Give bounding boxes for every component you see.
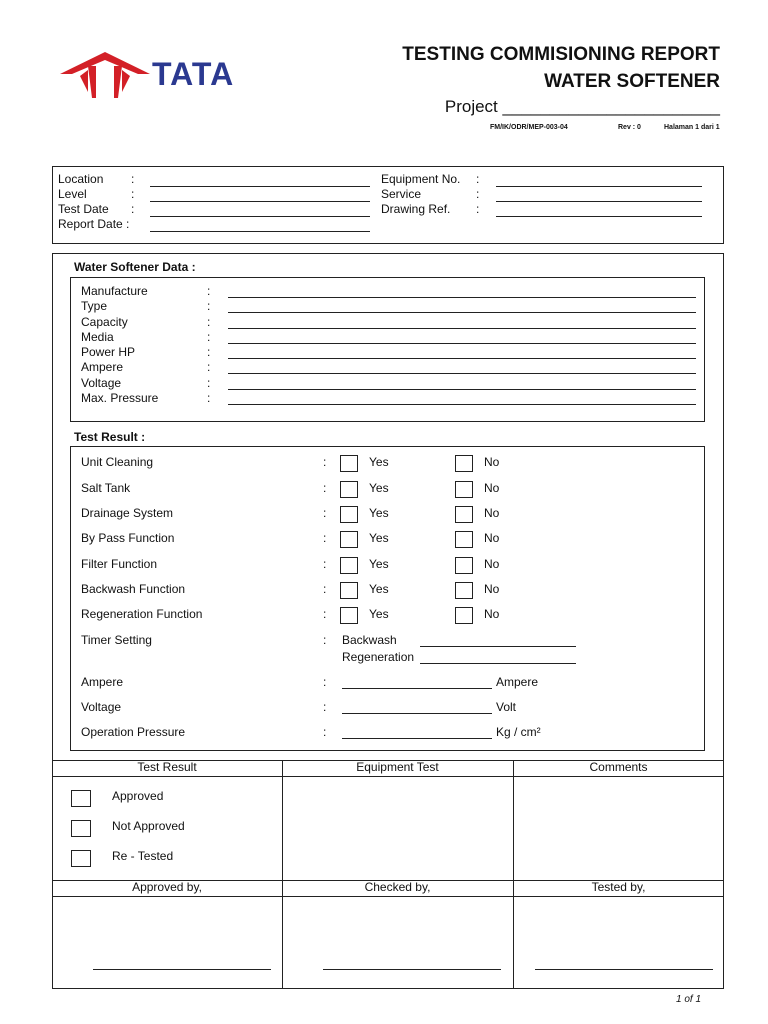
check-no-label: No [484, 607, 500, 621]
company-logo [60, 52, 260, 102]
tested-by-signature-line[interactable] [535, 969, 713, 970]
check-yes-label: Yes [369, 582, 389, 596]
softener-field-sep: : [207, 299, 211, 313]
softener-field-label: Max. Pressure [81, 391, 159, 405]
revision: Rev : 0 [618, 124, 641, 131]
measure-unit: Ampere [496, 675, 539, 689]
info-level-field[interactable] [150, 201, 370, 202]
measure-unit: Volt [496, 700, 517, 714]
re-tested-checkbox[interactable] [71, 850, 91, 867]
softener-field-label: Media [81, 330, 114, 344]
result-table-div1 [282, 760, 283, 989]
info-test-date-label: Test Date [58, 202, 109, 216]
check-label: Backwash Function [81, 582, 186, 596]
approved-checkbox[interactable] [71, 790, 91, 807]
measure-sep: : [323, 675, 327, 689]
tata-logo-icon [60, 52, 150, 100]
measure-label: Ampere [81, 675, 124, 689]
softener-field-input[interactable] [228, 404, 696, 405]
signature-header-line [52, 896, 724, 897]
info-test-date-field[interactable] [150, 216, 370, 217]
softener-field-sep: : [207, 330, 211, 344]
check-yes-label: Yes [369, 531, 389, 545]
re-tested-label: Re - Tested [112, 849, 174, 863]
timer-sep: : [323, 633, 327, 647]
check-yes-checkbox[interactable] [340, 481, 358, 498]
logo-text: TATA [152, 56, 235, 92]
check-yes-label: Yes [369, 557, 389, 571]
checked-by-signature-line[interactable] [323, 969, 501, 970]
approved-by-signature-line[interactable] [93, 969, 271, 970]
project-line [445, 97, 720, 117]
softener-field-input[interactable] [228, 373, 696, 374]
test-title: Test Result : [74, 430, 146, 444]
check-label: Regeneration Function [81, 607, 203, 621]
check-no-label: No [484, 557, 500, 571]
check-yes-label: Yes [369, 506, 389, 520]
softener-field-label: Manufacture [81, 284, 148, 298]
softener-field-input[interactable] [228, 297, 696, 298]
check-sep: : [323, 557, 327, 571]
check-sep: : [323, 481, 327, 495]
info-level-sep: : [131, 187, 135, 201]
timer-backwash-label: Backwash [342, 633, 397, 647]
softener-field-label: Voltage [81, 376, 122, 390]
check-sep: : [323, 531, 327, 545]
checked-by-header: Checked by, [364, 880, 431, 894]
info-drawing-sep: : [476, 202, 480, 216]
info-test-date-sep: : [131, 202, 135, 216]
check-no-checkbox[interactable] [455, 607, 473, 624]
timer-label: Timer Setting [81, 633, 152, 647]
softener-field-input[interactable] [228, 312, 696, 313]
check-no-label: No [484, 506, 500, 520]
softener-field-label: Capacity [81, 315, 128, 329]
info-service-field[interactable] [496, 201, 702, 202]
softener-field-sep: : [207, 315, 211, 329]
not-approved-label: Not Approved [112, 819, 185, 833]
check-yes-checkbox[interactable] [340, 607, 358, 624]
info-service-label: Service [381, 187, 422, 201]
measure-label: Operation Pressure [81, 725, 186, 739]
footer-page-number: 1 of 1 [676, 994, 702, 1005]
check-yes-checkbox[interactable] [340, 557, 358, 574]
check-no-checkbox[interactable] [455, 481, 473, 498]
check-label: Unit Cleaning [81, 455, 154, 469]
info-drawing-field[interactable] [496, 216, 702, 217]
page-info: Halaman 1 dari 1 [664, 124, 720, 131]
check-label: Drainage System [81, 506, 174, 520]
check-label: Salt Tank [81, 481, 131, 495]
check-no-label: No [484, 582, 500, 596]
info-location-field[interactable] [150, 186, 370, 187]
softener-box [70, 277, 705, 422]
report-title-line1: TESTING COMMISIONING REPORT [402, 44, 720, 65]
info-report-date-field[interactable] [150, 231, 370, 232]
info-drawing-label: Drawing Ref. [381, 202, 451, 216]
softener-field-label: Power HP [81, 345, 136, 359]
check-yes-checkbox[interactable] [340, 506, 358, 523]
check-no-label: No [484, 455, 500, 469]
approved-by-header: Approved by, [132, 880, 202, 894]
softener-field-sep: : [207, 391, 211, 405]
check-no-checkbox[interactable] [455, 531, 473, 548]
check-yes-label: Yes [369, 455, 389, 469]
softener-field-input[interactable] [228, 343, 696, 344]
header-test-result: Test Result [137, 760, 197, 774]
result-table-div2 [513, 760, 514, 989]
timer-regeneration-field[interactable] [420, 663, 576, 664]
check-no-label: No [484, 531, 500, 545]
check-yes-label: Yes [369, 481, 389, 495]
check-sep: : [323, 455, 327, 469]
measure-label: Voltage [81, 700, 122, 714]
softener-field-input[interactable] [228, 358, 696, 359]
softener-field-sep: : [207, 376, 211, 390]
info-location-sep: : [131, 172, 135, 186]
report-title-line2: WATER SOFTENER [544, 71, 720, 92]
result-table-header-line [52, 776, 724, 777]
timer-regeneration-label: Regeneration [342, 650, 415, 664]
not-approved-checkbox[interactable] [71, 820, 91, 837]
check-sep: : [323, 506, 327, 520]
info-service-sep: : [476, 187, 480, 201]
softener-field-label: Ampere [81, 360, 124, 374]
check-sep: : [323, 607, 327, 621]
softener-title: Water Softener Data : [74, 260, 196, 274]
softener-field-input[interactable] [228, 328, 696, 329]
softener-field-sep: : [207, 284, 211, 298]
measure-field[interactable] [342, 688, 492, 689]
info-location-label: Location [58, 172, 104, 186]
measure-field[interactable] [342, 738, 492, 739]
header-comments: Comments [589, 760, 648, 774]
check-yes-label: Yes [369, 607, 389, 621]
info-equipment-field[interactable] [496, 186, 702, 187]
project-label: Project [444, 97, 498, 116]
check-no-label: No [484, 481, 500, 495]
check-no-checkbox[interactable] [455, 455, 473, 472]
tested-by-header: Tested by, [591, 880, 646, 894]
measure-sep: : [323, 725, 327, 739]
softener-field-input[interactable] [228, 389, 696, 390]
check-no-checkbox[interactable] [455, 506, 473, 523]
check-label: By Pass Function [81, 531, 175, 545]
check-no-checkbox[interactable] [455, 582, 473, 599]
check-sep: : [323, 582, 327, 596]
measure-field[interactable] [342, 713, 492, 714]
measure-sep: : [323, 700, 327, 714]
measure-unit: Kg / cm² [496, 725, 541, 739]
softener-field-label: Type [81, 299, 108, 313]
doc-code: FM/IK/ODR/MEP-003-04 [490, 124, 568, 131]
project-blank: _______________________ [502, 97, 720, 116]
softener-field-sep: : [207, 360, 211, 374]
approved-label: Approved [112, 789, 164, 803]
info-equipment-label: Equipment No. [381, 172, 461, 186]
softener-field-sep: : [207, 345, 211, 359]
check-label: Filter Function [81, 557, 158, 571]
check-yes-checkbox[interactable] [340, 531, 358, 548]
info-equipment-sep: : [476, 172, 480, 186]
check-no-checkbox[interactable] [455, 557, 473, 574]
check-yes-checkbox[interactable] [340, 582, 358, 599]
info-report-date-label: Report Date : [58, 217, 130, 231]
header-equipment-test: Equipment Test [356, 760, 439, 774]
timer-backwash-field[interactable] [420, 646, 576, 647]
check-yes-checkbox[interactable] [340, 455, 358, 472]
info-level-label: Level [58, 187, 87, 201]
